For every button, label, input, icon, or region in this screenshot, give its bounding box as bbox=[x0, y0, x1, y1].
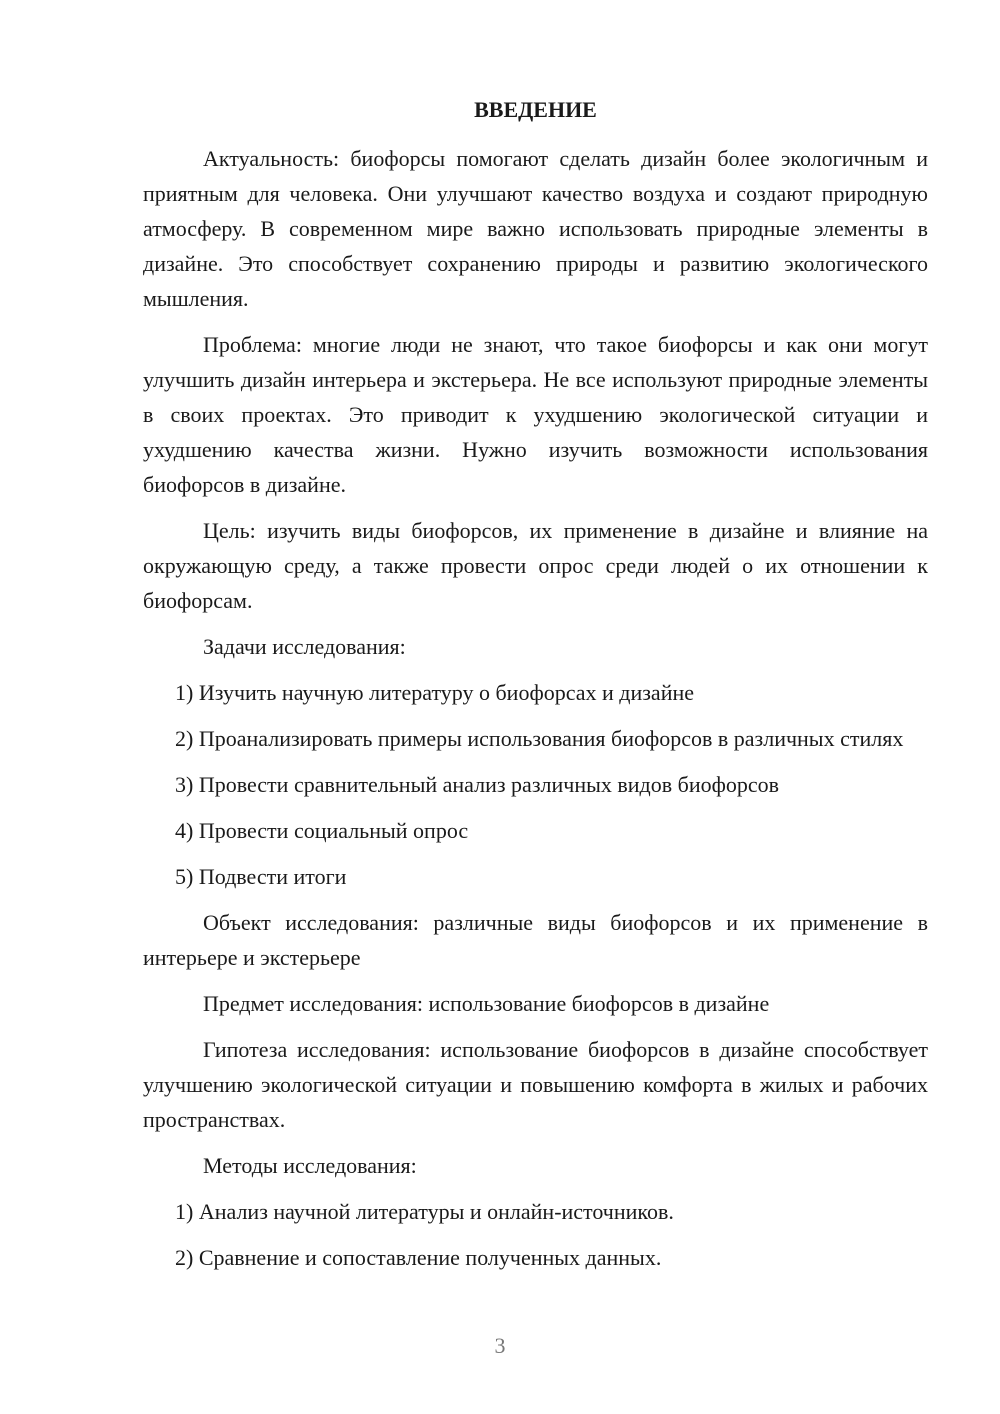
task-item: 3) Провести сравнительный анализ различных видов биофорсов bbox=[175, 772, 780, 797]
method-item: 1) Анализ научной литературы и онлайн-источников. bbox=[175, 1199, 674, 1224]
page-title: ВВЕДЕНИЕ bbox=[474, 97, 597, 122]
task-item: 2) Проанализировать примеры использования биофорсов в различных стилях bbox=[175, 726, 904, 751]
object-paragraph: Объект исследования: различные виды биофорсов и их применение в интерьере и экстерьере bbox=[143, 910, 928, 970]
page-number: 3 bbox=[494, 1333, 506, 1358]
methods-heading: Методы исследования: bbox=[203, 1153, 417, 1178]
actuality-paragraph: Актуальность: биофорсы помогают сделать дизайн более экологичным и приятным для человека. Они улучшают качество воздуха и создают природную атмосферу. В современном мире важно использовать природные элементы в дизайне. Это способствует сохранению природы и развитию экологического мышления. bbox=[143, 146, 928, 311]
subject-paragraph: Предмет исследования: использование биофорсов в дизайне bbox=[203, 991, 770, 1016]
problem-paragraph: Проблема: многие люди не знают, что такое биофорсы и как они могут улучшить дизайн интерьера и экстерьера. Не все используют природные элементы в своих проектах. Это приводит к ухудшению экологической ситуации и ухудшению качества жизни. Нужно изучить возможности использования биофорсов в дизайне. bbox=[143, 332, 928, 497]
task-item: 4) Провести социальный опрос bbox=[175, 818, 469, 843]
task-item: 1) Изучить научную литературу о биофорсах и дизайне bbox=[175, 680, 695, 705]
method-item: 2) Сравнение и сопоставление полученных данных. bbox=[175, 1245, 662, 1270]
goal-paragraph: Цель: изучить виды биофорсов, их применение в дизайне и влияние на окружающую среду, а также провести опрос среди людей о их отношении к биофорсам. bbox=[143, 518, 928, 613]
task-item: 5) Подвести итоги bbox=[175, 864, 347, 889]
hypothesis-paragraph: Гипотеза исследования: использование биофорсов в дизайне способствует улучшению экологической ситуации и повышению комфорта в жилых и рабочих пространствах. bbox=[143, 1037, 928, 1132]
page-content bbox=[143, 92, 928, 1286]
tasks-heading: Задачи исследования: bbox=[203, 634, 406, 659]
